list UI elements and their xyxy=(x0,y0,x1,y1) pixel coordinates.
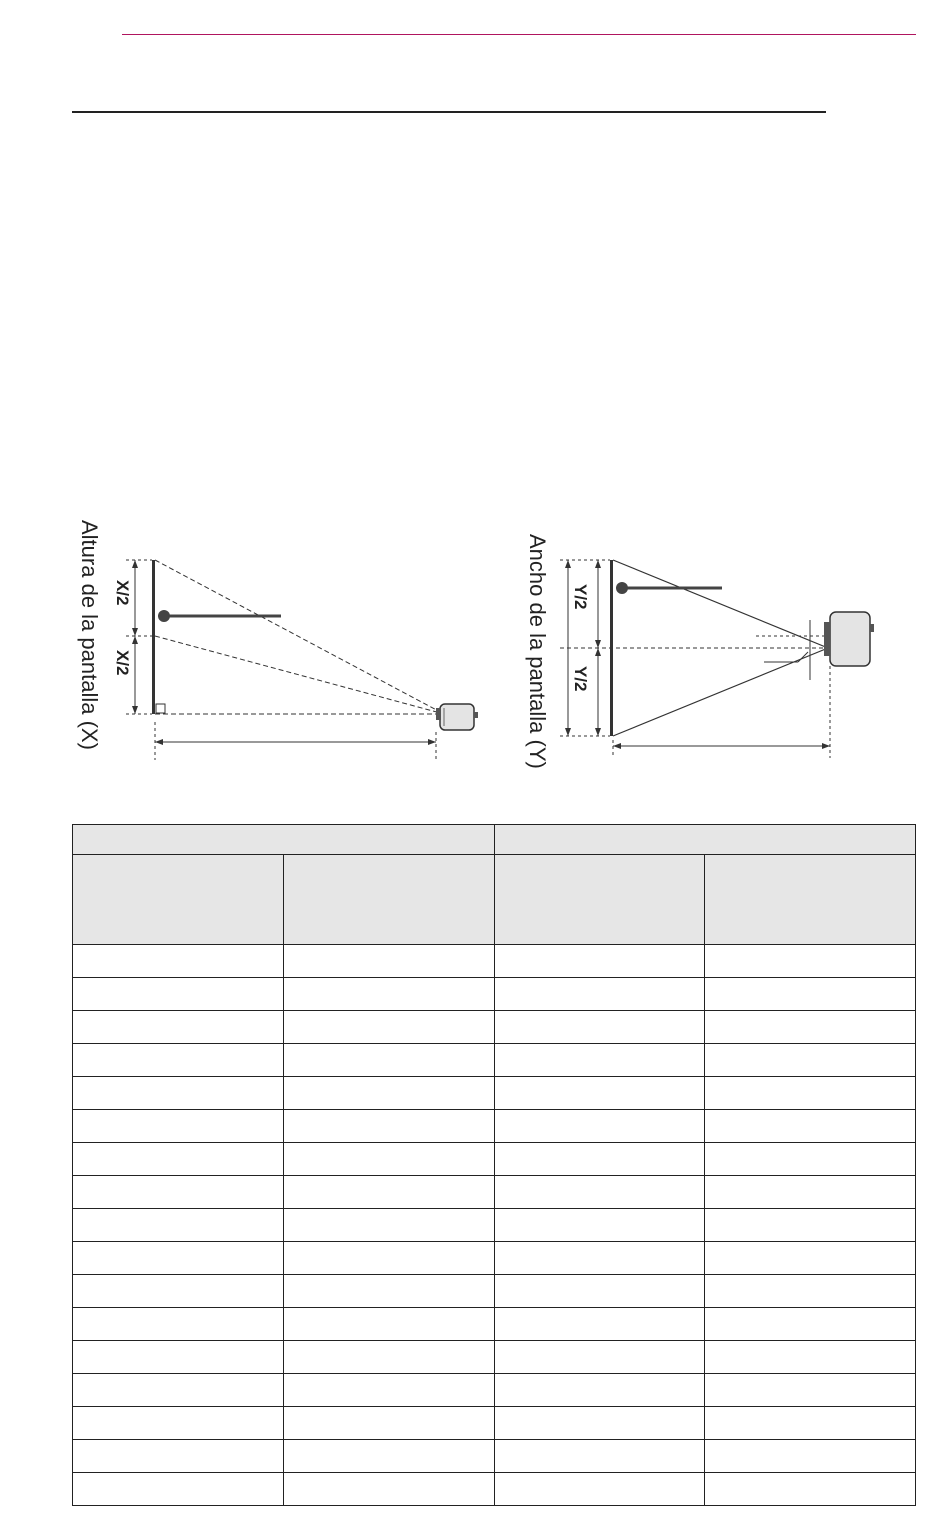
table-cell xyxy=(283,1044,494,1077)
top-view-drawing xyxy=(510,520,910,810)
table-cell xyxy=(73,1242,284,1275)
table-cell xyxy=(283,1440,494,1473)
table-cell xyxy=(494,1440,705,1473)
table-row xyxy=(73,1374,916,1407)
table-cell xyxy=(283,945,494,978)
table-cell xyxy=(283,1407,494,1440)
table-row xyxy=(73,1440,916,1473)
table-cell xyxy=(283,1176,494,1209)
table-cell xyxy=(73,1341,284,1374)
projector-side-icon xyxy=(436,704,478,730)
table-cell xyxy=(283,1143,494,1176)
table-column-header xyxy=(705,855,916,945)
table-cell xyxy=(73,1077,284,1110)
table-cell xyxy=(283,978,494,1011)
table-column-header xyxy=(283,855,494,945)
table-cell xyxy=(73,1143,284,1176)
table-row xyxy=(73,978,916,1011)
projection-distance-table xyxy=(72,824,916,1506)
table-cell xyxy=(283,1242,494,1275)
table-cell xyxy=(283,1110,494,1143)
table-cell xyxy=(283,1473,494,1506)
table-column-header xyxy=(73,855,284,945)
table-cell xyxy=(73,978,284,1011)
table-cell xyxy=(705,1374,916,1407)
table-cell xyxy=(73,1407,284,1440)
table-cell xyxy=(494,978,705,1011)
table-cell xyxy=(705,1011,916,1044)
table-cell xyxy=(73,1176,284,1209)
upper-half-label: Y/2 xyxy=(571,584,590,610)
table-cell xyxy=(494,1341,705,1374)
table-row xyxy=(73,1110,916,1143)
lower-half-label: Y/2 xyxy=(571,666,590,692)
table-cell xyxy=(494,1308,705,1341)
screen-height-label: Altura de la pantalla (X) xyxy=(77,520,102,750)
table-cell xyxy=(73,1011,284,1044)
table-cell xyxy=(705,1143,916,1176)
table-cell xyxy=(705,1341,916,1374)
table-column-header-row xyxy=(73,855,916,945)
table-cell xyxy=(705,978,916,1011)
screen-width-diagram xyxy=(510,520,910,810)
table-cell xyxy=(494,945,705,978)
table-cell xyxy=(494,1473,705,1506)
table-row xyxy=(73,1176,916,1209)
table-row xyxy=(73,1341,916,1374)
table-cell xyxy=(494,1374,705,1407)
table-column-header xyxy=(494,855,705,945)
table-row xyxy=(73,1473,916,1506)
table-cell xyxy=(705,1176,916,1209)
table-cell xyxy=(705,1308,916,1341)
table-cell xyxy=(494,1143,705,1176)
table-cell xyxy=(705,1473,916,1506)
table-group-header-cell xyxy=(494,825,916,855)
table-cell xyxy=(283,1341,494,1374)
table-cell xyxy=(494,1176,705,1209)
table-cell xyxy=(283,1077,494,1110)
table-group-header-cell xyxy=(73,825,495,855)
table-cell xyxy=(705,1407,916,1440)
table-row xyxy=(73,1011,916,1044)
table-cell xyxy=(705,1275,916,1308)
table-cell xyxy=(283,1374,494,1407)
screen-panel xyxy=(152,560,155,714)
table-cell xyxy=(283,1275,494,1308)
table-cell xyxy=(494,1077,705,1110)
table-cell xyxy=(494,1110,705,1143)
table-row xyxy=(73,1407,916,1440)
table-row xyxy=(73,1143,916,1176)
table-cell xyxy=(283,1308,494,1341)
table-cell xyxy=(73,1308,284,1341)
table-row xyxy=(73,1077,916,1110)
screen-width-label: Ancho de la pantalla (Y) xyxy=(525,534,550,769)
table-cell xyxy=(494,1044,705,1077)
table-row xyxy=(73,1044,916,1077)
table-cell xyxy=(494,1011,705,1044)
table-cell xyxy=(705,1242,916,1275)
table-cell xyxy=(705,1044,916,1077)
table-body xyxy=(73,945,916,1506)
table-cell xyxy=(73,1440,284,1473)
table-cell xyxy=(73,1209,284,1242)
table-cell xyxy=(705,1077,916,1110)
table-cell xyxy=(73,1473,284,1506)
table-cell xyxy=(494,1242,705,1275)
upper-half-label: X/2 xyxy=(113,580,132,606)
table-cell xyxy=(705,1110,916,1143)
table-cell xyxy=(283,1011,494,1044)
table-cell xyxy=(73,1374,284,1407)
table-cell xyxy=(494,1275,705,1308)
screen-height-diagram xyxy=(60,510,500,800)
table-group-header-row xyxy=(73,825,916,855)
projector-top-icon xyxy=(824,612,874,666)
section-divider xyxy=(72,111,826,113)
table-row xyxy=(73,1308,916,1341)
table-cell xyxy=(494,1407,705,1440)
table-cell xyxy=(73,1275,284,1308)
table-cell xyxy=(73,945,284,978)
lower-half-label: X/2 xyxy=(113,650,132,676)
table-cell xyxy=(283,1209,494,1242)
table-row xyxy=(73,1209,916,1242)
table-cell xyxy=(73,1044,284,1077)
table-cell xyxy=(494,1209,705,1242)
table-row xyxy=(73,1242,916,1275)
table-cell xyxy=(705,1440,916,1473)
table-cell xyxy=(705,945,916,978)
table-cell xyxy=(73,1110,284,1143)
table-cell xyxy=(705,1209,916,1242)
header-accent-line xyxy=(122,34,916,35)
table-row xyxy=(73,1275,916,1308)
table-row xyxy=(73,945,916,978)
